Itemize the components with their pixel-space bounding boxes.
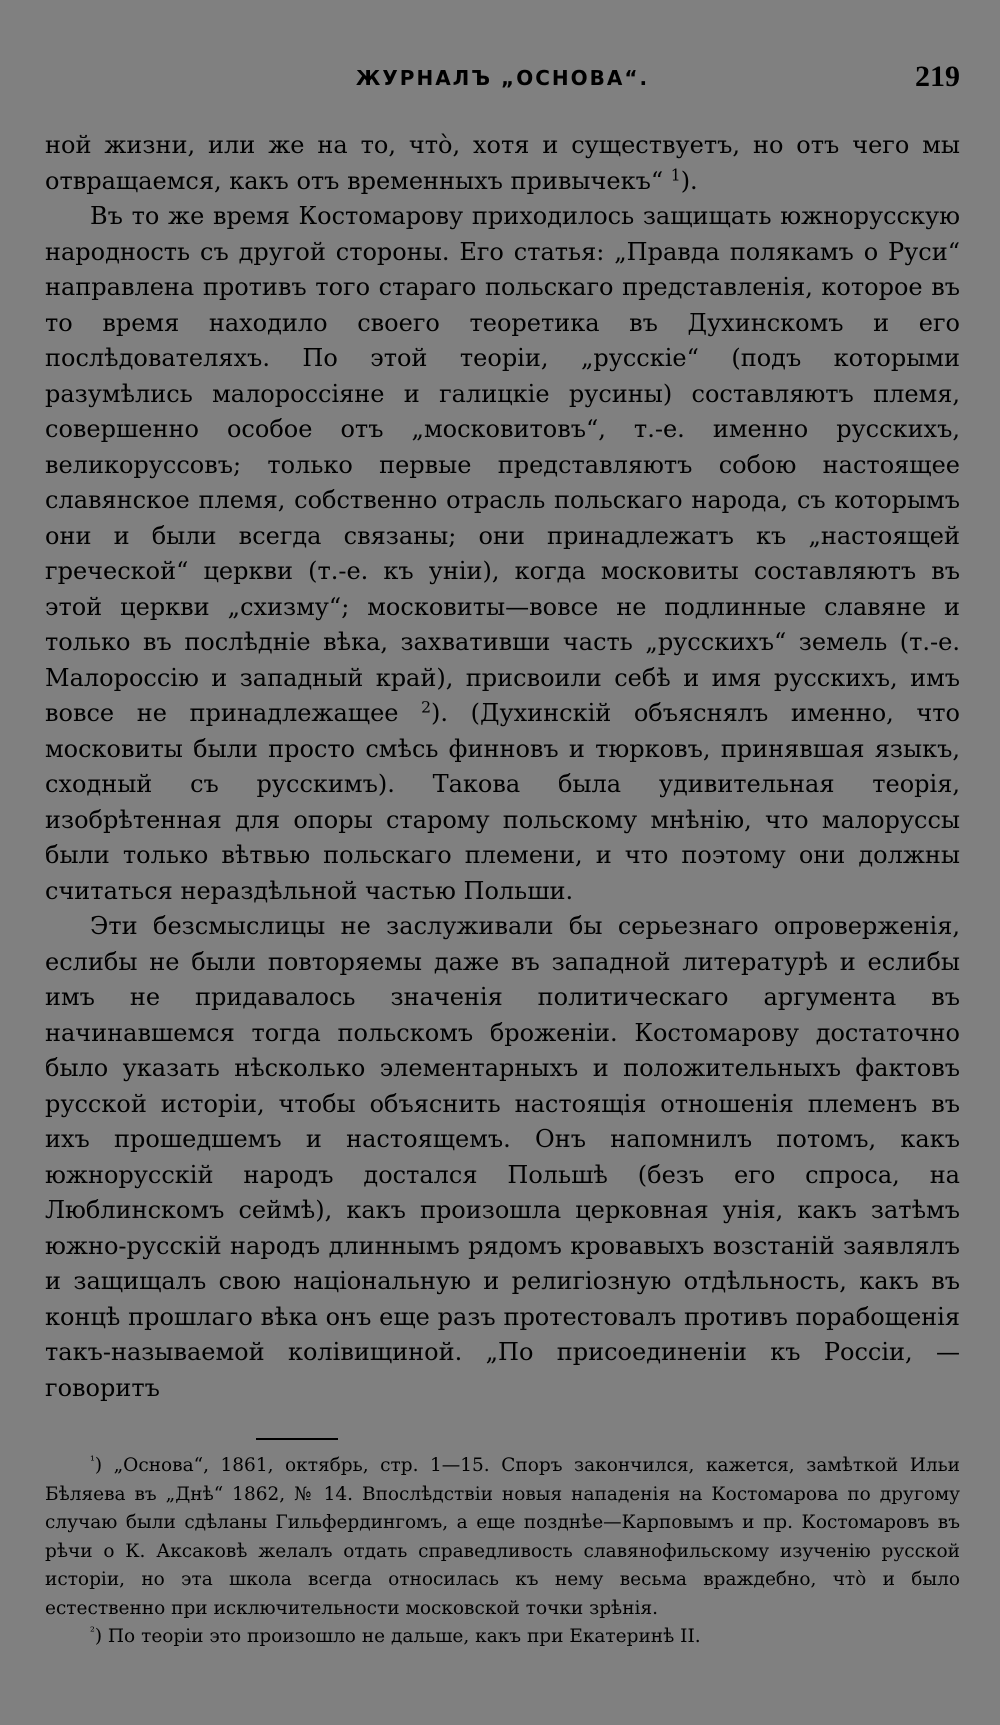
paragraph-3: Эти безсмыслицы не заслуживали бы серьезнаго опроверженія, еслибы не были повторяемы даже въ западной литературѣ и еслибы имъ не придавалось значенія политическаго аргумента въ начинавшемся тогда польскомъ броженіи. Костомарову достаточно было указать нѣсколько элементарныхъ и положительныхъ фактовъ русской исторіи, чтобы объяснить настоящія отношенія племенъ въ ихъ прошедшемъ и настоящемъ. Онъ напомнилъ потомъ, какъ южнорусскій народъ достался Польшѣ (безъ его спроса, на Люблинскомъ сеймѣ), какъ произошла церковная унія, какъ затѣмъ южно-русскій народъ длиннымъ рядомъ кровавыхъ возстаній заявлялъ и защищалъ свою національную и религіозную отдѣльность, какъ въ концѣ прошлаго вѣка онъ еще разъ протестовалъ противъ порабощенія такъ-называемой колівищиной. „По присоединеніи къ Россіи, — говоритъ (45, 912, 960, 1402)
footnote-2-marker: ² (90, 1624, 95, 1639)
footnote-1 (45, 1452, 960, 1623)
footnote-ref-1: 1 (670, 165, 681, 184)
footnote-1-marker: ¹ (90, 1453, 95, 1468)
paragraph-2-text-b: ). (Духинскій объяснялъ именно, что московиты были просто смѣсь финновъ и тюрковъ, принявшая языкъ, сходный съ русскимъ). Такова была удивительная теорія, изобрѣтенная для опоры старому польскому мнѣнію, что малоруссы были только вѣтвью польскаго племени, и что поэтому они должны считаться нераздѣльной частью Польши. (45, 699, 960, 905)
page-number: 219 (915, 60, 960, 93)
footnote-2-text: ) По теоріи это произошло не дальше, какъ при Екатеринѣ II. (94, 1626, 701, 1647)
running-head (45, 60, 960, 96)
paragraph-1-end: ). (680, 166, 698, 195)
paragraph-1 (45, 128, 960, 199)
paragraph-2-text-a: Въ то же время Костомарову приходилось защищать южнорусскую народность съ другой стороны. Его статья: „Правда полякамъ о Руси“ направлена противъ того стараго польскаго представленія, которое въ то время находило своего теоретика въ Духинскомъ и его послѣдователяхъ. По этой теоріи, „русскіе“ (подъ которыми разумѣлись малороссіяне и галицкіе русины) составляютъ племя, совершенно особое отъ „московитовъ“, т.-е. именно русскихъ, великоруссовъ; только первые представляютъ собою настоящее славянское племя, собственно отрасль польскаго народа, съ которымъ они и были всегда связаны; они принадлежатъ къ „настоящей греческой“ церкви (т.-е. къ уніи), когда московиты составляютъ въ этой церкви „схизму“; московиты—вовсе не подлинные славяне и только въ послѣдніе вѣка, захвативши часть „русскихъ“ земель (т.-е. Малороссію и западный край), присвоили себѣ и имя русскихъ, имъ вовсе не принадлежащее (45, 202, 960, 727)
footnote-separator (256, 1438, 338, 1440)
running-title: ЖУРНАЛЪ „ОСНОВА“. (355, 66, 650, 90)
body-text (45, 128, 960, 1406)
paragraph-1-text: ной жизни, или же на то, что̀, хотя и существуетъ, но отъ чего мы отвращаемся, какъ отъ временныхъ привычекъ“ (45, 131, 960, 195)
footnote-1-text: ) „Основа“, 1861, октябрь, стр. 1—15. Споръ закончился, кажется, замѣткой Ильи Бѣляева въ „Днѣ“ 1862, № 14. Впослѣдствіи новыя нападенія на Костомарова по другому случаю были сдѣланы Гильфердингомъ, а еще позднѣе—Карповымъ и пр. Костомаровъ въ рѣчи о К. Аксаковѣ желалъ отдать справедливость славянофильскому изученію русской исторіи, но эта школа всегда относилась къ нему весьма враждебно, что̀ и было естественно при исключительности московской точки зрѣнія. (45, 1455, 960, 1619)
paragraph-2 (45, 199, 960, 909)
footnote-ref-2: 2 (421, 698, 432, 717)
footnote-2 (45, 1623, 960, 1652)
footnotes (45, 1452, 960, 1652)
